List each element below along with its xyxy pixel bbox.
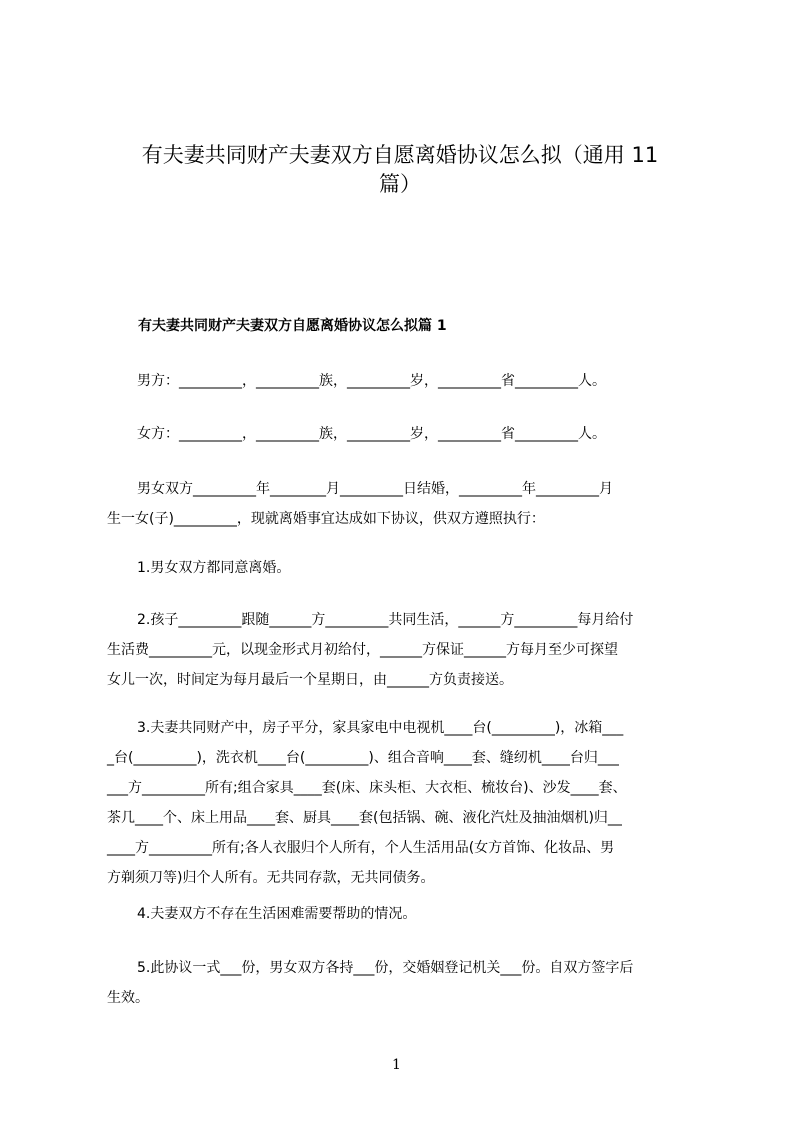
- page-number: 1: [392, 1057, 401, 1073]
- clause-2-line-1: 2.孩子_________跟随______方_________共同生活，______方_________每月给付: [137, 612, 634, 628]
- male-party-paragraph: [107, 366, 699, 396]
- clause-1-paragraph: [107, 553, 699, 583]
- clause-4-paragraph: [107, 899, 699, 929]
- clause-5-line-2: 生效。: [107, 990, 149, 1006]
- female-party-paragraph: [107, 419, 699, 449]
- clause-3-line-6: 方剃须刀等)归个人所有。无共同存款，无共同债务。: [107, 870, 435, 886]
- document-title: [100, 141, 700, 199]
- female-party-line: 女方：_________，_________族，_________岁，_________省_________人。: [137, 426, 606, 442]
- marriage-line-2: 生一女(子)_________，现就离婚事宜达成如下协议，供双方遵照执行：: [107, 511, 545, 527]
- clause-5-line-1: 5.此协议一式___份，男女双方各持___份，交婚姻登记机关___份。自双方签字后: [137, 960, 634, 976]
- clause-3-line-4: 茶几____个、床上用品____套、厨具____套(包括锅、碗、液化汽灶及抽油烟机)归__: [107, 810, 622, 826]
- clause-3-line-1: 3.夫妻共同财产中，房子平分，家具家电中电视机____台(_________)，冰箱___: [137, 720, 624, 736]
- clause-2-paragraph: [107, 605, 699, 695]
- clause-3-line-2: _台(_________)，洗衣机____台(_________)、组合音响____套、缝纫机____台归___: [107, 750, 619, 766]
- clause-3-line-3: ___方_________所有;组合家具____套(床、床头柜、大衣柜、梳妆台)、沙发____套、: [107, 780, 627, 796]
- clause-3-paragraph: [107, 713, 699, 893]
- marriage-paragraph: [107, 474, 699, 534]
- clause-2-line-2: 生活费_________元，以现金形式月初给付，______方保证______方每月至少可探望: [107, 642, 618, 658]
- clause-4-line: 4.夫妻双方不存在生活困难需要帮助的情况。: [137, 906, 417, 922]
- clause-3-line-5: ____方_________所有;各人衣服归个人所有，个人生活用品(女方首饰、化妆品、男: [107, 840, 615, 856]
- title-line-1: 有夫妻共同财产夫妻双方自愿离婚协议怎么拟（通用 11: [141, 143, 659, 167]
- marriage-line-1: 男女双方_________年________月_________日结婚，_________年_________月: [137, 481, 613, 497]
- male-party-line: 男方：_________，_________族，_________岁，_________省_________人。: [137, 373, 606, 389]
- title-line-2: 篇）: [379, 172, 421, 196]
- clause-5-paragraph: [107, 953, 699, 1013]
- clause-1-line: 1.男女双方都同意离婚。: [137, 560, 291, 576]
- clause-2-line-3: 女儿一次，时间定为每月最后一个星期日，由______方负责接送。: [107, 672, 513, 688]
- section-heading: 有夫妻共同财产夫妻双方自愿离婚协议怎么拟篇 1: [138, 318, 447, 334]
